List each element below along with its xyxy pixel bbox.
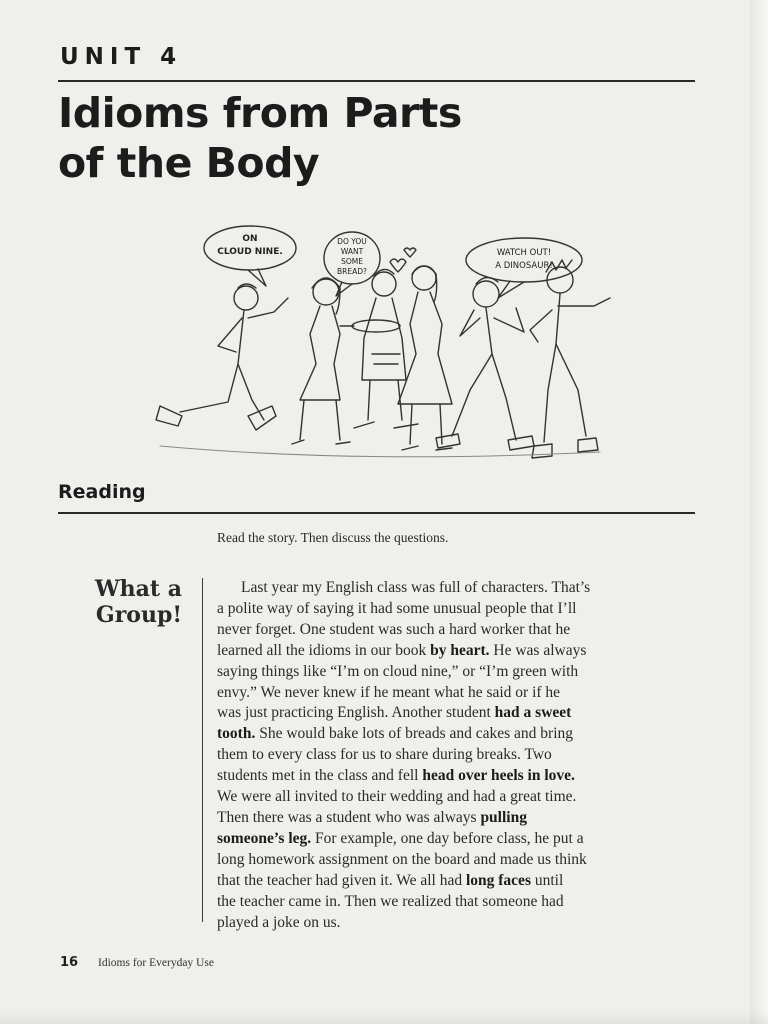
idiom-highlight: pulling [480, 808, 527, 826]
bubble-bread-line-3: SOME [341, 257, 363, 266]
book-title: Idioms for Everyday Use [98, 957, 214, 969]
idiom-highlight: head over heels in love. [422, 767, 575, 785]
story-text-segment: He was always [489, 641, 587, 659]
bubble-cloud-nine-line-2: CLOUD NINE. [217, 247, 283, 257]
story-line [217, 745, 590, 766]
page-edge [750, 0, 768, 1024]
unit-divider [58, 80, 695, 82]
reading-instructions: Read the story. Then discuss the questions. [217, 530, 449, 545]
student-skirt-figure [398, 266, 452, 450]
story-text-segment: a polite way of saying it had some unusual people that I’ll [217, 599, 577, 617]
story-text-segment: played a joke on us. [217, 913, 341, 931]
speech-bubble-cloud-nine [204, 226, 296, 286]
story-text-segment: learned all the idioms in our book [217, 641, 431, 659]
idiom-highlight: tooth. [217, 725, 256, 743]
story-line [217, 766, 590, 787]
story-line [217, 599, 590, 620]
student-joking-figure [530, 260, 610, 458]
story-text-segment: students met in the class and fell [217, 767, 423, 785]
story-text-segment: For example, one day before class, he put a [311, 829, 584, 847]
reading-divider [58, 512, 695, 514]
story-line [217, 578, 590, 599]
cartoon-illustration [140, 214, 620, 480]
story-line [217, 808, 590, 829]
story-title [70, 576, 182, 628]
unit-label: UNIT 4 [60, 44, 183, 70]
story-text-segment: was just practicing English. Another student [217, 704, 495, 722]
story-line [217, 703, 590, 724]
student-girl-figure [292, 278, 400, 444]
bubble-bread-line-4: BREAD? [337, 267, 367, 276]
story-title-line-1: What a [94, 576, 182, 602]
story-title-line-2: Group! [95, 602, 182, 628]
heart-icon [390, 259, 406, 272]
story-text-segment: envy.” We never knew if he meant what he said or if he [217, 683, 561, 701]
story-text-segment: never forget. One student was such a hard worker that he [217, 620, 571, 638]
story-line [217, 620, 590, 641]
story-text-segment: until [530, 871, 564, 889]
heart-icon [404, 248, 416, 257]
idiom-highlight: someone’s leg. [217, 829, 312, 847]
page-number: 16 [60, 955, 79, 970]
reading-heading: Reading [58, 481, 146, 503]
story-line [217, 871, 590, 892]
story-divider [202, 578, 203, 922]
story-text-segment: Last year my English class was full of characters. That’s [241, 579, 591, 596]
story-text-segment: saying things like “I’m on cloud nine,” or “I’m green with [217, 662, 579, 680]
story-line [217, 683, 590, 704]
story-text-segment: that the teacher had given it. We all had [217, 871, 466, 889]
idiom-highlight: long faces [465, 871, 531, 889]
story-line [217, 724, 590, 745]
idiom-highlight: had a sweet [494, 704, 572, 722]
story-line [217, 913, 590, 934]
story-text-segment: We were all invited to their wedding and had a great time. [217, 788, 577, 806]
idiom-highlight: by heart. [430, 641, 490, 659]
story-line [217, 641, 590, 662]
story-text [217, 578, 590, 933]
bubble-cloud-nine-line-1: ON [242, 234, 258, 244]
student-walking-figure [156, 284, 288, 430]
story-line [217, 829, 590, 850]
story-line [217, 662, 590, 683]
story-text-segment: Then there was a student who was always [217, 808, 481, 826]
bubble-bread-line-2: WANT [340, 247, 364, 256]
bubble-bread-line-1: DO YOU [337, 237, 367, 246]
unit-title-line-2: of the Body [58, 139, 320, 187]
story-text-segment: them to every class for us to share during breaks. Two [217, 746, 552, 764]
story-text-segment: the teacher came in. Then we realized that someone had [217, 892, 564, 910]
bubble-dinosaur-line-2: A DINOSAUR! [495, 261, 553, 271]
story-line [217, 787, 590, 808]
page-bottom-shadow [0, 1010, 768, 1024]
story-line [217, 892, 590, 913]
story-line [217, 850, 590, 871]
bubble-dinosaur-line-1: WATCH OUT! [496, 248, 552, 258]
story-text-segment: She would bake lots of breads and cakes and bring [255, 725, 573, 743]
unit-title-line-1: Idioms from Parts [58, 89, 462, 137]
student-worried-figure [436, 277, 534, 450]
unit-title [58, 88, 658, 188]
story-text-segment: long homework assignment on the board and made us think [217, 850, 587, 868]
